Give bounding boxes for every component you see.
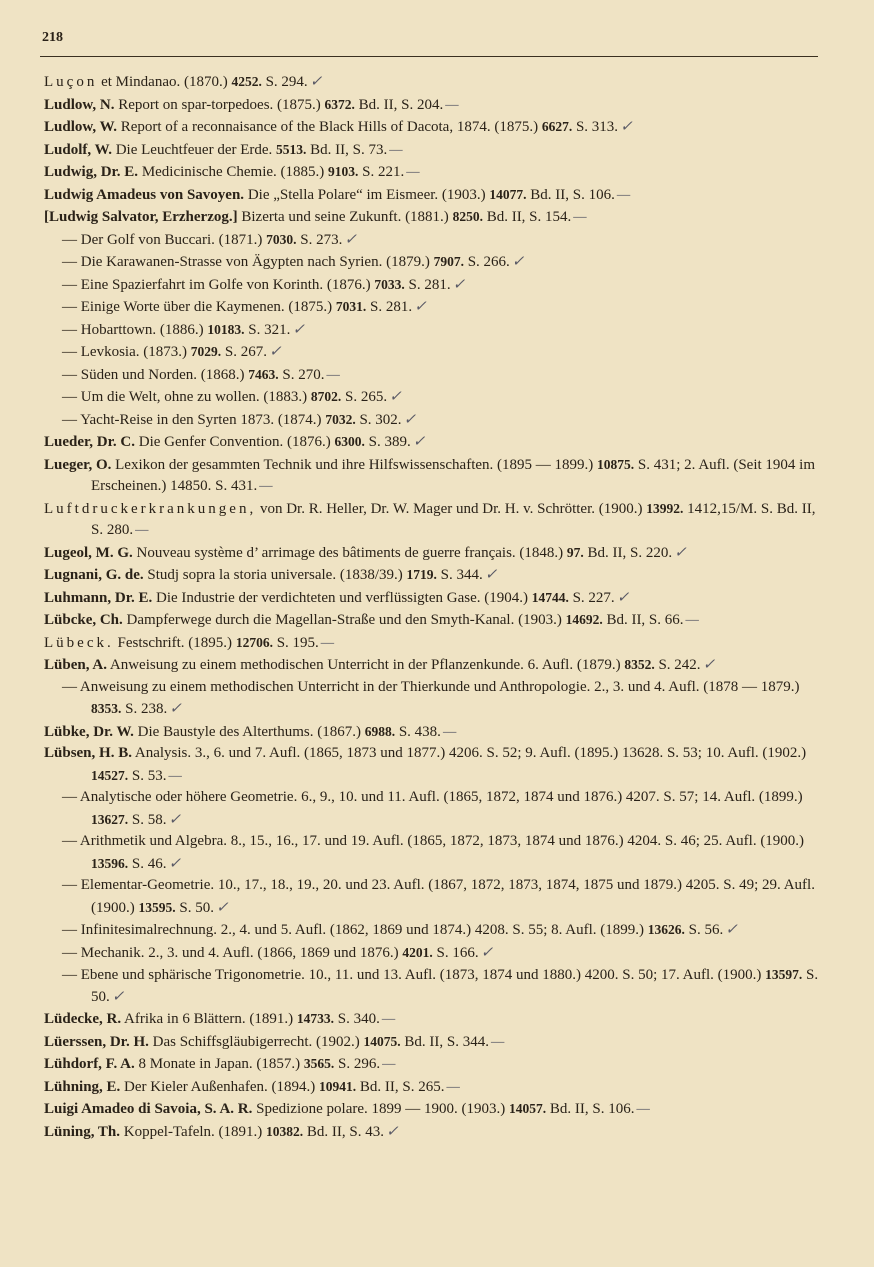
entry-location: S. 270.	[278, 366, 325, 383]
entry-location: S. 195.	[272, 634, 319, 651]
check-mark-icon: ✓	[480, 944, 494, 961]
check-mark-icon: —	[446, 1078, 460, 1095]
entry-author: Lübsen, H. B.	[44, 745, 132, 761]
entry-author: Ludlow, W.	[44, 119, 117, 135]
check-mark-icon: ✓	[702, 657, 716, 673]
entry-author: Ludwig, Dr. E.	[44, 164, 139, 180]
catalog-number: 7907.	[433, 254, 464, 269]
entry-location: S. 313.	[572, 119, 619, 135]
entry-location: S. 267.	[221, 344, 267, 360]
entry-location: S. 238.	[121, 701, 168, 717]
entry-location: S. 221.	[358, 164, 405, 180]
entry-text: Die Leuchtfeuer der Erde.	[111, 141, 277, 158]
catalog-number: 14527.	[91, 767, 129, 783]
check-mark-icon: ✓	[386, 1123, 399, 1140]
check-mark-icon: ✓	[452, 276, 466, 293]
entry-location: S. 265.	[341, 389, 388, 405]
check-mark-icon: ✓	[403, 411, 417, 428]
entry-location: S. 389.	[364, 434, 411, 450]
entry-author: Luhmann, Dr. E.	[44, 589, 153, 606]
entry-location: S. 302.	[355, 411, 402, 428]
catalog-entry	[44, 1121, 819, 1144]
catalog-entry	[44, 542, 819, 565]
catalog-number: 10183.	[207, 321, 245, 337]
entry-text: Die Industrie der verdichteten und verflüssigten Gase. (1904.)	[152, 589, 532, 606]
entry-text: Spedizione polare. 1899 — 1900. (1903.)	[252, 1101, 510, 1117]
check-mark-icon: ✓	[412, 434, 426, 450]
check-mark-icon: —	[168, 767, 182, 784]
catalog-number: 7031.	[335, 299, 367, 314]
check-mark-icon: ✓	[215, 899, 229, 916]
entry-text: — Infinitesimalrechnung. 2., 4. und 5. Aufl. (1862, 1869 und 1874.) 4208. S. 55; 8. Aufl. (1899.)	[62, 922, 648, 938]
check-mark-icon: ✓	[169, 701, 182, 717]
catalog-entry	[44, 184, 819, 207]
sub-entry	[44, 386, 819, 409]
check-mark-icon: —	[636, 1101, 650, 1117]
entry-location: S. 46.	[128, 855, 167, 872]
entry-text: Festschrift. (1895.)	[113, 634, 236, 651]
catalog-entry	[44, 1053, 819, 1076]
catalog-entry	[44, 94, 819, 117]
entry-text: Afrika in 6 Blättern. (1891.)	[121, 1011, 297, 1027]
entry-location: S. 166.	[432, 944, 479, 961]
catalog-number: 6300.	[334, 434, 365, 449]
catalog-entry	[44, 1008, 819, 1031]
catalog-number: 14744.	[531, 589, 569, 605]
entry-text: Medicinische Chemie. (1885.)	[138, 164, 329, 180]
catalog-number: 8352.	[624, 657, 655, 672]
entry-text: — Elementar-Geometrie. 10., 17., 18., 19., 20. und 23. Aufl. (1867, 1872, 1873, 1874, 1875 und 1879.) 4205. S. 49; 29. Aufl. (1900.)	[62, 877, 815, 916]
catalog-entry	[44, 654, 819, 677]
entry-location: Bd. II, S. 106.	[546, 1101, 635, 1117]
entry-location: S. 281.	[366, 299, 413, 315]
check-mark-icon: ✓	[725, 922, 738, 938]
entry-text: — Eine Spazierfahrt im Golfe von Korinth. (1876.)	[62, 276, 375, 293]
entry-author: Ludlow, N.	[44, 96, 115, 113]
check-mark-icon: —	[259, 478, 273, 494]
catalog-entry	[44, 1098, 819, 1121]
entry-author: Lugnani, G. de.	[44, 567, 144, 583]
entry-location: S. 58.	[128, 811, 167, 828]
catalog-number: 13595.	[138, 899, 176, 915]
sub-entry	[44, 919, 819, 942]
catalog-number: 6988.	[364, 723, 396, 739]
entry-text: — Hobarttown. (1886.)	[62, 321, 208, 338]
sub-entry	[44, 229, 819, 252]
check-mark-icon: —	[685, 612, 699, 628]
entry-author: Lüning, Th.	[44, 1123, 121, 1140]
entry-location: Bd. II, S. 66.	[602, 612, 684, 628]
entry-text: Koppel-Tafeln. (1891.)	[120, 1123, 267, 1140]
entry-location: Bd. II, S. 204.	[354, 96, 444, 113]
entry-location: Bd. II, S. 344.	[400, 1033, 490, 1050]
entry-text: Report on spar-torpedoes. (1875.)	[114, 96, 325, 113]
check-mark-icon: —	[406, 164, 420, 180]
catalog-entry	[44, 498, 819, 542]
entry-author: Lübcke, Ch.	[44, 612, 123, 628]
check-mark-icon: —	[381, 1011, 396, 1027]
entry-location: S. 438.	[395, 723, 441, 740]
catalog-entry	[44, 161, 819, 184]
entry-author: Luigi Amadeo di Savoia, S. A. R.	[44, 1101, 253, 1117]
catalog-number: 3565.	[303, 1056, 335, 1071]
catalog-number: 10382.	[266, 1123, 304, 1139]
sub-entry	[44, 274, 819, 297]
entry-text: Nouveau système d’ arrimage des bâtiments de guerre français. (1848.)	[132, 544, 567, 561]
entry-text: von Dr. R. Heller, Dr. W. Mager und Dr. H. v. Schrötter. (1900.)	[256, 500, 647, 517]
catalog-number: 13596.	[91, 855, 129, 871]
entry-list	[44, 71, 819, 1143]
entry-location: S. 281.	[404, 276, 451, 293]
catalog-number: 14057.	[509, 1101, 547, 1116]
check-mark-icon: —	[573, 209, 587, 225]
entry-location: S. 53.	[128, 767, 167, 784]
entry-text: Das Schiffsgläubigerrecht. (1902.)	[148, 1033, 364, 1050]
catalog-entry	[44, 1076, 819, 1099]
check-mark-icon: ✓	[674, 544, 687, 561]
check-mark-icon: —	[382, 1056, 396, 1072]
catalog-entry	[44, 116, 819, 139]
entry-author: Lueder, Dr. C.	[44, 434, 135, 450]
entry-author: Ludwig Amadeus von Savoyen.	[44, 186, 245, 203]
check-mark-icon: ✓	[309, 74, 323, 90]
entry-text: Die Genfer Convention. (1876.)	[134, 434, 335, 450]
check-mark-icon: ✓	[389, 389, 402, 405]
entry-text: Lexikon der gesammten Technik und ihre Hilfswissenschaften. (1895 — 1899.)	[111, 456, 598, 473]
catalog-number: 7032.	[325, 411, 356, 427]
check-mark-icon: ✓	[616, 589, 630, 606]
check-mark-icon: —	[135, 522, 149, 538]
entry-text: — Die Karawanen-Strasse von Ägypten nach Syrien. (1879.)	[62, 254, 434, 270]
entry-location: S. 56.	[684, 922, 724, 938]
entry-text: — Anweisung zu einem methodischen Unterricht in der Thierkunde und Anthropologie. 2., 3. und 4. Aufl. (1878 — 1879.)	[62, 678, 800, 695]
entry-text: Studj sopra la storia universale. (1838/39.)	[143, 567, 407, 583]
entry-text: 8 Monate in Japan. (1857.)	[134, 1056, 304, 1072]
sub-entry	[44, 964, 819, 1008]
check-mark-icon: ✓	[484, 567, 498, 583]
catalog-number: 12706.	[235, 634, 273, 650]
sub-entry	[44, 942, 819, 965]
check-mark-icon: —	[320, 634, 335, 651]
sub-entry	[44, 831, 819, 875]
catalog-number: 13992.	[646, 500, 684, 516]
entry-location: S. 50.	[91, 967, 819, 1005]
sub-entry	[44, 341, 819, 364]
catalog-number: 7030.	[266, 231, 297, 247]
header-rule	[40, 56, 818, 57]
check-mark-icon: —	[491, 1033, 505, 1050]
sub-entry	[44, 251, 819, 274]
catalog-entry	[44, 431, 819, 454]
check-mark-icon: ✓	[344, 231, 357, 248]
catalog-number: 8353.	[91, 701, 122, 716]
catalog-entry	[44, 1031, 819, 1054]
catalog-number: 14692.	[565, 612, 603, 627]
entry-spaced-title: Lübeck.	[44, 634, 114, 651]
entry-author: Lühning, E.	[44, 1078, 121, 1095]
catalog-number: 4201.	[402, 944, 433, 960]
catalog-number: 7029.	[190, 344, 222, 359]
entry-spaced-title: Luftdruckerkrankungen,	[44, 500, 257, 517]
catalog-entry	[44, 632, 819, 655]
catalog-number: 14077.	[489, 186, 527, 202]
entry-text: — Einige Worte über die Kaymenen. (1875.)	[62, 299, 336, 315]
entry-text: Bizerta und seine Zukunft. (1881.)	[237, 209, 453, 225]
entry-text: — Um die Welt, ohne zu wollen. (1883.)	[62, 389, 311, 405]
catalog-entry	[44, 71, 819, 94]
entry-location: S. 431; 2. Aufl. (Seit 1904 im Erscheinen.) 14850. S. 431.	[91, 456, 815, 494]
entry-text: — Der Golf von Buccari. (1871.)	[62, 231, 267, 248]
entry-text: Der Kieler Außenhafen. (1894.)	[120, 1078, 319, 1095]
check-mark-icon: ✓	[168, 811, 182, 828]
catalog-number: 5513.	[276, 141, 307, 157]
catalog-entry	[44, 139, 819, 162]
catalog-entry	[44, 609, 819, 632]
entry-text: — Süden und Norden. (1868.)	[62, 366, 249, 383]
entry-author: Lüdecke, R.	[44, 1011, 122, 1027]
catalog-number: 13597.	[765, 967, 803, 982]
check-mark-icon: —	[442, 723, 457, 740]
entry-location: Bd. II, S. 73.	[306, 141, 388, 158]
entry-location: Bd. II, S. 154.	[482, 209, 572, 225]
catalog-number: 10875.	[597, 456, 635, 472]
sub-entry	[44, 875, 819, 919]
check-mark-icon: —	[389, 141, 403, 158]
entry-location: S. 294.	[261, 74, 308, 90]
catalog-number: 8702.	[310, 389, 342, 404]
entry-text: Anweisung zu einem methodischen Unterricht in der Pflanzenkunde. 6. Aufl. (1879.)	[106, 657, 625, 673]
catalog-number: 4252.	[231, 74, 262, 89]
entry-author: Lühdorf, F. A.	[44, 1056, 135, 1072]
catalog-number: 97.	[566, 544, 584, 560]
entry-location: S. 266.	[463, 254, 510, 270]
sub-entry	[44, 677, 819, 721]
sub-entry	[44, 409, 819, 432]
entry-text: — Mechanik. 2., 3. und 4. Aufl. (1866, 1869 und 1876.)	[62, 944, 403, 961]
check-mark-icon: ✓	[168, 855, 182, 872]
entry-text: — Ebene und sphärische Trigonometrie. 10., 11. und 13. Aufl. (1873, 1874 und 1880.) 4200. S. 50; 17. Aufl. (1900.)	[62, 967, 766, 983]
catalog-entry	[44, 721, 819, 744]
entry-location: S. 273.	[296, 231, 343, 248]
entry-author: Lüben, A.	[44, 657, 107, 673]
entry-text: Die „Stella Polare“ im Eismeer. (1903.)	[244, 186, 490, 203]
sub-entry	[44, 319, 819, 342]
catalog-number: 13627.	[91, 811, 129, 827]
entry-location: Bd. II, S. 106.	[526, 186, 615, 203]
catalog-entry	[44, 206, 819, 229]
entry-author: Lueger, O.	[44, 456, 112, 473]
sub-entry	[44, 296, 819, 319]
catalog-entry	[44, 587, 819, 610]
catalog-entry	[44, 454, 819, 498]
catalog-number: 10941.	[318, 1078, 357, 1094]
catalog-number: 13626.	[647, 922, 685, 937]
check-mark-icon: ✓	[511, 254, 525, 270]
catalog-number: 14075.	[363, 1033, 401, 1049]
entry-location: S. 50.	[175, 899, 214, 916]
catalog-number: 6372.	[324, 96, 355, 112]
check-mark-icon: —	[326, 366, 340, 383]
entry-location: S. 227.	[568, 589, 615, 606]
check-mark-icon: ✓	[292, 321, 305, 338]
entry-author: Lübke, Dr. W.	[44, 723, 134, 740]
entry-location: Bd. II, S. 220.	[583, 544, 673, 561]
entry-location: S. 242.	[654, 657, 701, 673]
catalog-number: 14733.	[296, 1011, 335, 1026]
entry-location: S. 321.	[244, 321, 291, 338]
entry-location: S. 344.	[436, 567, 483, 583]
entry-author: Lüerssen, Dr. H.	[44, 1033, 149, 1050]
catalog-number: 1719.	[406, 567, 437, 582]
entry-text: — Analytische oder höhere Geometrie. 6., 9., 10. und 11. Aufl. (1865, 1872, 1874 und 1876.) 4207. S. 57; 14. Aufl. (1899.)	[62, 789, 803, 805]
catalog-number: 6627.	[541, 119, 573, 134]
entry-text: et Mindanao. (1870.)	[97, 74, 232, 90]
entry-location: S. 340.	[334, 1011, 380, 1027]
catalog-number: 7033.	[374, 276, 405, 292]
check-mark-icon: ✓	[414, 299, 427, 315]
entry-author: Lugeol, M. G.	[44, 544, 133, 561]
entry-text: Dampferwege durch die Magellan-Straße und den Smyth-Kanal. (1903.)	[122, 612, 566, 628]
entry-location: Bd. II, S. 43.	[303, 1123, 384, 1140]
entry-text: Die Baustyle des Alterthums. (1867.)	[133, 723, 365, 740]
entry-location: S. 296.	[334, 1056, 381, 1072]
entry-text: — Levkosia. (1873.)	[62, 344, 191, 360]
catalog-number: 7463.	[248, 366, 279, 382]
check-mark-icon: ✓	[268, 344, 282, 360]
catalog-entry	[44, 743, 819, 787]
check-mark-icon: —	[445, 96, 459, 113]
entry-text: Report of a reconnaisance of the Black Hills of Dacota, 1874. (1875.)	[116, 119, 542, 135]
catalog-number: 8250.	[452, 209, 483, 224]
entry-text: — Yacht-Reise in den Syrten 1873. (1874.)	[62, 411, 326, 428]
sub-entry	[44, 364, 819, 387]
page-number: 218	[42, 30, 63, 45]
entry-author: [Ludwig Salvator, Erzherzog.]	[44, 209, 238, 225]
catalog-number: 9103.	[328, 164, 359, 179]
entry-text: Analysis. 3., 6. und 7. Aufl. (1865, 1873 und 1877.) 4206. S. 52; 9. Aufl. (1895.) 13628. S. 53; 10. Aufl. (1902.)	[131, 745, 807, 761]
check-mark-icon: —	[616, 186, 631, 203]
check-mark-icon: ✓	[620, 119, 633, 135]
check-mark-icon: ✓	[111, 988, 125, 1005]
sub-entry	[44, 787, 819, 831]
entry-location: Bd. II, S. 265.	[356, 1078, 445, 1095]
catalog-entry	[44, 564, 819, 587]
entry-author: Ludolf, W.	[44, 141, 112, 158]
entry-text: — Arithmetik und Algebra. 8., 15., 16., 17. und 19. Aufl. (1865, 1872, 1873, 1874 und 1876.) 4204. S. 46; 25. Aufl. (1900.)	[62, 833, 805, 849]
entry-location: 1412,15/M. S. Bd. II, S. 280.	[91, 500, 816, 538]
entry-spaced-title: Luçon	[44, 74, 98, 90]
